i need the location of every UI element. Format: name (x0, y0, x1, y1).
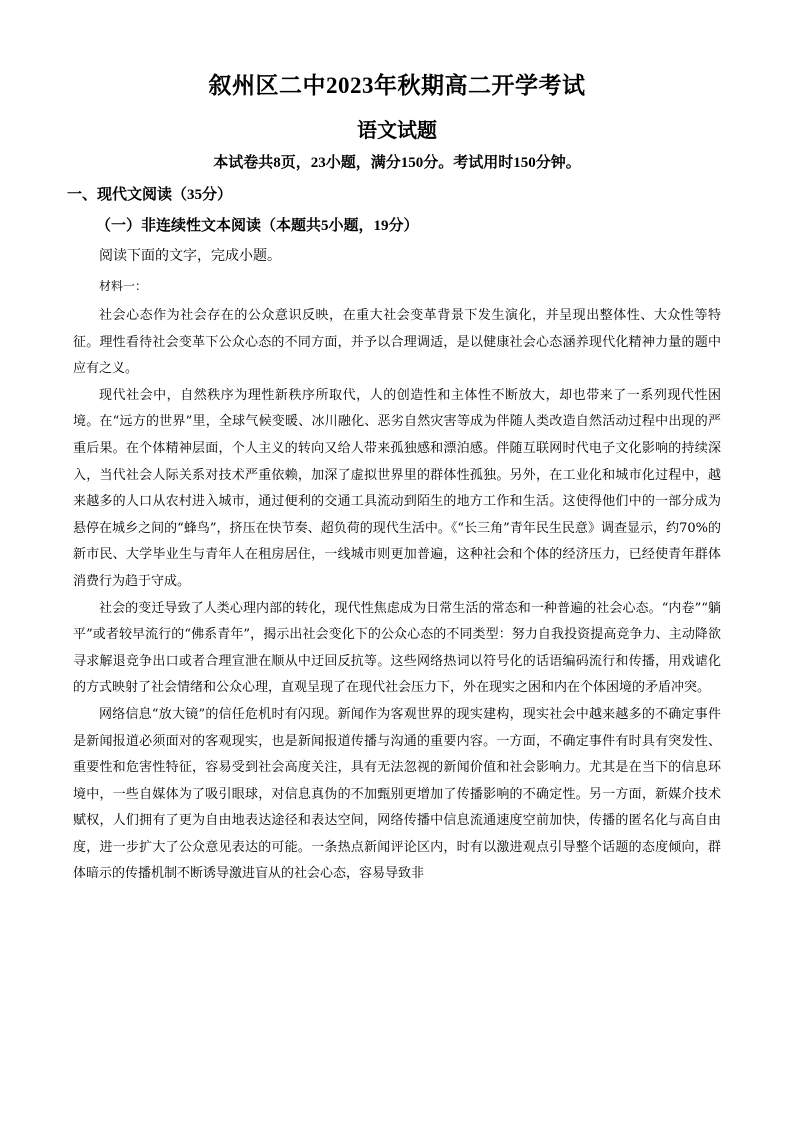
exam-title: 叙州区二中2023年秋期高二开学考试 (208, 73, 586, 98)
passage-paragraph: 社会心态作为社会存在的公众意识反映，在重大社会变革背景下发生演化，并呈现出整体性、大众性等特征。理性看待社会变革下公众心态的不同方面，并予以合理调适，是以健康社会心态涵养现代化精神力量的题中应有之义。 (73, 308, 721, 377)
passage-paragraph: 现代社会中，自然秩序为理性新秩序所取代，人的创造性和主体性不断放大，却也带来了一系列现代性困境。在“远方的世界”里，全球气候变暖、冰川融化、恶劣自然灾害等成为伴随人类改造自然活动过程中出现的严重后果。在个体精神层面，个人主义的转向又给人带来孤独感和漂泊感。伴随互联网时代电子文化影响的持续深入，当代社会人际关系对技术严重依赖，加深了虚拟世界里的群体性孤独。另外，在工业化和城市化过程中，越来越多的人口从农村进入城市，通过便利的交通工具流动到陌生的地方工作和生活。这使得他们中的一部分成为悬停在城乡之间的“蜂鸟”，挤压在快节奏、超负荷的现代生活中。《“长三角”青年民生民意》调查显示，约70%的新市民、大学毕业生与青年人在租房居住，一线城市则更加普遍，这种社会和个体的经济压力，已经使青年群体消费行为趋于守成。 (73, 387, 721, 589)
subsection-heading: （一）非连续性文本阅读（本题共5小题，19分） (96, 218, 419, 234)
reading-instruction: 阅读下面的文字，完成小题。 (99, 248, 281, 264)
passage-paragraph: 网络信息“放大镜”的信任危机时有闪现。新闻作为客观世界的现实建构，现实社会中越来越多的不确定事件是新闻报道必须面对的客观现实，也是新闻报道传播与沟通的重要内容。一方面，不确定事件有时具有突发性、重要性和危害性特征，容易受到社会高度关注，具有无法忽视的新闻价值和社会影响力。尤其是在当下的信息环境中，一些自媒体为了吸引眼球，对信息真伪的不加甄别更增加了传播影响的不确定性。另一方面，新媒介技术赋权，人们拥有了更为自由地表达途径和表达空间，网络传播中信息流通速度空前加快，传播的匿名化与高自由度，进一步扩大了公众意见表达的可能。一条热点新闻评论区内，时有以激进观点引导整个话题的态度倾向，群体暗示的传播机制不断诱导激进盲从的社会心态，容易导致非 (73, 706, 721, 882)
passage-paragraph: 社会的变迁导致了人类心理内部的转化，现代性焦虑成为日常生活的常态和一种普遍的社会心态。“内卷”“躺平”或者较早流行的“佛系青年”，揭示出社会变化下的公众心态的不同类型：努力自我投资提高竞争力、主动降欲寻求解退竞争出口或者合理宣泄在顺从中迂回反抗等。这些网络热词以符号化的话语编码流行和传播，用戏谑化的方式映射了社会情绪和公众心理，直观呈现了在现代社会压力下，外在现实之困和内在个体困境的矛盾冲突。 (73, 600, 721, 696)
exam-info: 本试卷共8页，23小题，满分150分。考试用时150分钟。 (213, 155, 581, 171)
material-label: 材料一： (99, 279, 148, 293)
passage-body (73, 303, 721, 888)
section-heading: 一、现代文阅读（35分） (67, 187, 233, 203)
exam-subject: 语文试题 (357, 120, 437, 142)
